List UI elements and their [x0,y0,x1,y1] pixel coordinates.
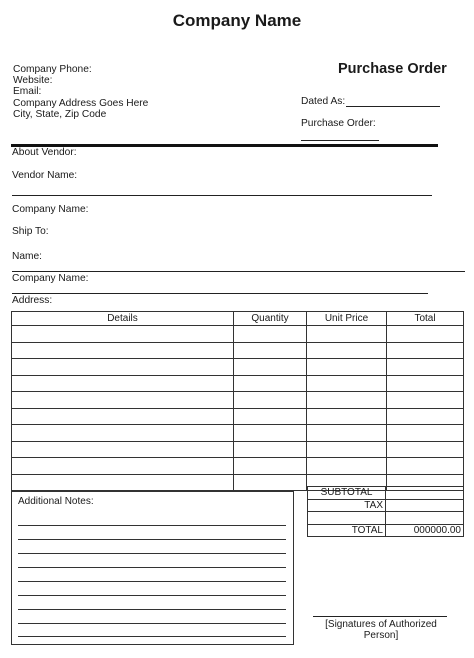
vendor-name-field[interactable] [12,195,432,196]
subtotal-value[interactable] [386,487,464,500]
ship-name-label: Name: [12,251,43,262]
total-cell[interactable] [387,408,464,425]
signature-line[interactable] [313,616,447,617]
column-header-unit-price: Unit Price [307,312,387,326]
details-cell[interactable] [12,375,234,392]
tax-value[interactable] [386,499,464,512]
purchase-order-number-field[interactable] [301,140,379,141]
subtotal-row [308,487,464,500]
table-row [12,425,464,442]
unit-price-cell[interactable] [307,441,387,458]
subtotal-label: SUBTOTAL [308,487,386,500]
details-cell[interactable] [12,458,234,475]
ship-company-name-label: Company Name: [12,273,89,284]
details-cell[interactable] [12,359,234,376]
total-cell[interactable] [387,375,464,392]
email-label: Email: [13,86,42,98]
table-row [12,441,464,458]
unit-price-cell[interactable] [307,392,387,409]
quantity-cell[interactable] [234,359,307,376]
tax-row [308,499,464,512]
quantity-cell[interactable] [234,425,307,442]
about-vendor-label: About Vendor: [12,147,77,158]
blank-value[interactable] [386,512,464,525]
note-line[interactable] [18,609,286,610]
unit-price-cell[interactable] [307,425,387,442]
unit-price-cell[interactable] [307,375,387,392]
table-row [12,359,464,376]
total-cell[interactable] [387,425,464,442]
unit-price-cell[interactable] [307,326,387,343]
vendor-company-name-label: Company Name: [12,204,89,215]
order-items-table [11,311,464,491]
dated-as-field[interactable] [346,106,440,107]
table-row [12,342,464,359]
table-row [12,408,464,425]
unit-price-cell[interactable] [307,458,387,475]
total-cell[interactable] [387,441,464,458]
total-cell[interactable] [387,392,464,409]
note-line[interactable] [18,567,286,568]
unit-price-cell[interactable] [307,359,387,376]
company-name-title: Company Name [172,11,302,30]
details-cell[interactable] [12,474,234,491]
total-cell[interactable] [387,326,464,343]
totals-table [307,486,464,537]
table-header-row [12,312,464,326]
quantity-cell[interactable] [234,441,307,458]
quantity-cell[interactable] [234,342,307,359]
quantity-cell[interactable] [234,375,307,392]
total-value[interactable]: 000000.00 [386,524,464,537]
details-cell[interactable] [12,392,234,409]
ship-name-field[interactable] [12,271,465,272]
note-line[interactable] [18,525,286,526]
total-cell[interactable] [387,458,464,475]
note-line[interactable] [18,581,286,582]
table-row [12,458,464,475]
additional-notes-box[interactable] [11,491,294,645]
website-label: Website: [13,75,53,87]
additional-notes-label: Additional Notes: [18,496,94,507]
column-header-details: Details [12,312,234,326]
city-state-zip-label: City, State, Zip Code [13,108,107,120]
table-row [12,392,464,409]
details-cell[interactable] [12,425,234,442]
vendor-name-label: Vendor Name: [12,170,78,181]
blank-row [308,512,464,525]
dated-as-label: Dated As: [301,96,346,107]
unit-price-cell[interactable] [307,342,387,359]
details-cell[interactable] [12,441,234,458]
ship-address-label: Address: [12,295,53,306]
tax-label: TAX [308,499,386,512]
unit-price-cell[interactable] [307,408,387,425]
table-row [12,326,464,343]
company-contact-block [13,64,148,120]
company-address-label: Company Address Goes Here [13,97,149,109]
details-cell[interactable] [12,408,234,425]
total-cell[interactable] [387,342,464,359]
purchase-order-title: Purchase Order [338,61,447,77]
ship-company-name-field[interactable] [12,293,428,294]
total-label: TOTAL [308,524,386,537]
signature-label: [Signatures of Authorized Person] [325,619,437,641]
column-header-total: Total [387,312,464,326]
quantity-cell[interactable] [234,458,307,475]
note-line[interactable] [18,636,286,637]
table-row [12,375,464,392]
blank-label [308,512,386,525]
details-cell[interactable] [12,342,234,359]
note-line[interactable] [18,595,286,596]
company-phone-label: Company Phone: [13,64,92,75]
note-line[interactable] [18,623,286,624]
details-cell[interactable] [12,326,234,343]
quantity-cell[interactable] [234,326,307,343]
total-cell[interactable] [387,359,464,376]
total-row [308,524,464,537]
quantity-cell[interactable] [234,408,307,425]
note-line[interactable] [18,553,286,554]
quantity-cell[interactable] [234,474,307,491]
note-line[interactable] [18,539,286,540]
ship-to-label: Ship To: [12,226,49,237]
purchase-order-number-label: Purchase Order: [301,118,376,129]
column-header-quantity: Quantity [234,312,307,326]
quantity-cell[interactable] [234,392,307,409]
